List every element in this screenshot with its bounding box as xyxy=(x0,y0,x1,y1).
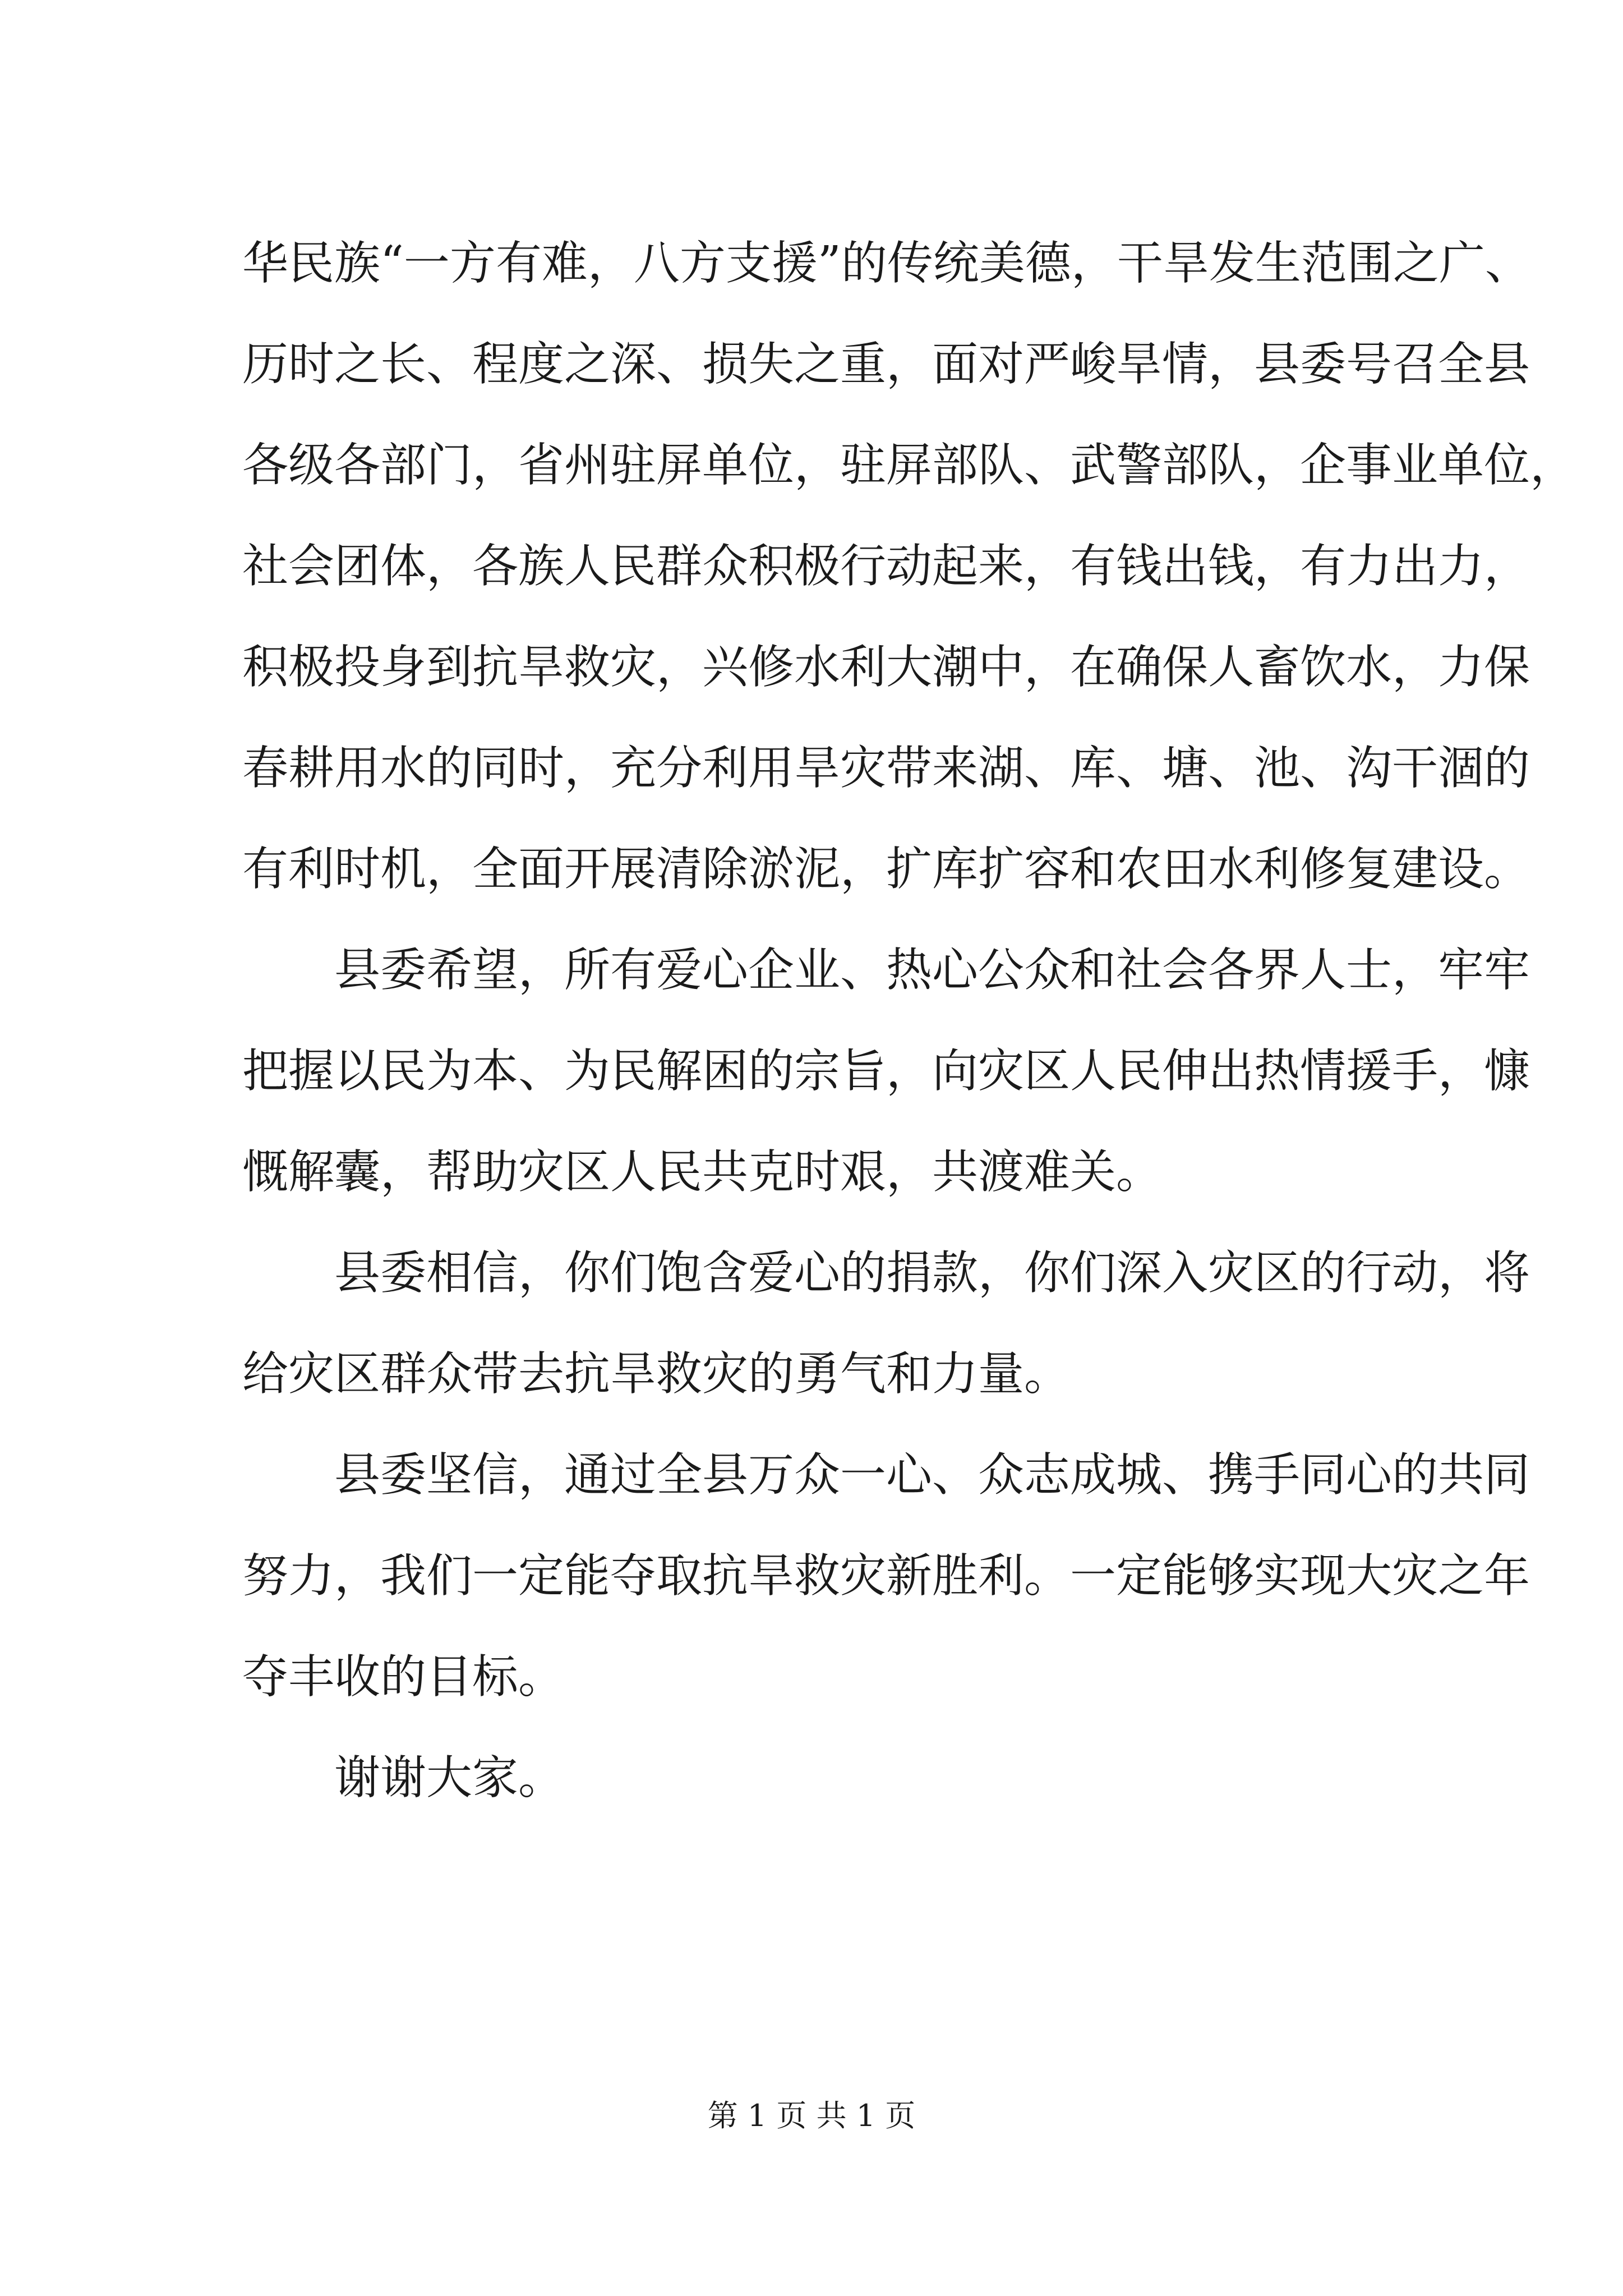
text-line: 有利时机，全面开展清除淤泥，扩库扩容和农田水利修复建设。 xyxy=(242,843,1530,896)
text-line: 慨解囊，帮助灾区人民共克时艰，共渡难关。 xyxy=(242,1145,1163,1199)
text-line: 给灾区群众带去抗旱救灾的勇气和力量。 xyxy=(242,1347,1071,1401)
text-line: 春耕用水的同时，充分利用旱灾带来湖、库、塘、池、沟干涸的 xyxy=(242,742,1530,795)
paragraph-3 xyxy=(242,1223,1530,1425)
paragraph-1 xyxy=(242,213,1576,920)
text-line: 县委相信，你们饱含爱心的捐款，你们深入灾区的行动，将 xyxy=(334,1246,1530,1300)
document-body xyxy=(242,213,1576,1829)
text-line: 积极投身到抗旱救灾，兴修水利大潮中，在确保人畜饮水，力保 xyxy=(242,641,1530,694)
text-line: 县委坚信，通过全县万众一心、众志成城、携手同心的共同 xyxy=(334,1448,1530,1502)
paragraph-4 xyxy=(242,1425,1530,1728)
text-line: 历时之长、程度之深、损失之重，面对严峻旱情，县委号召全县 xyxy=(242,338,1530,391)
page-number-footer: 第 1 页 共 1 页 xyxy=(707,2098,916,2133)
text-line: 努力，我们一定能夺取抗旱救灾新胜利。一定能够实现大灾之年 xyxy=(242,1549,1530,1603)
text-line: 夺丰收的目标。 xyxy=(242,1650,565,1704)
text-line: 把握以民为本、为民解困的宗旨，向灾区人民伸出热情援手，慷 xyxy=(242,1045,1530,1098)
text-line: 谢谢大家。 xyxy=(334,1751,565,1805)
paragraph-5 xyxy=(242,1728,1442,1829)
paragraph-2 xyxy=(242,920,1530,1223)
text-line: 县委希望，所有爱心企业、热心公众和社会各界人士，牢牢 xyxy=(334,944,1530,997)
text-line: 各级各部门，省州驻屏单位，驻屏部队、武警部队，企事业单位， xyxy=(242,439,1576,492)
text-line: 华民族“一方有难，八方支援”的传统美德，干旱发生范围之广、 xyxy=(242,237,1531,290)
text-line: 社会团体，各族人民群众积极行动起来，有钱出钱，有力出力， xyxy=(242,540,1530,593)
